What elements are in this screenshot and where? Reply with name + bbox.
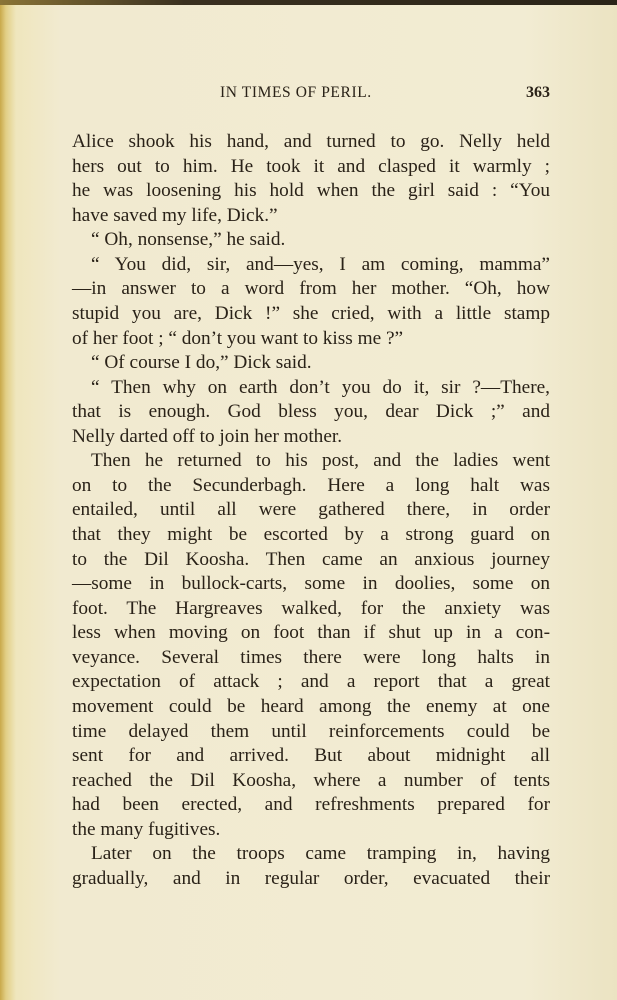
text-line: on to the Secunderbagh. Here a long halt was <box>72 474 550 496</box>
text-line: “ Oh, nonsense,” he said. <box>91 229 286 251</box>
text-line: reached the Dil Koosha, where a number of tents <box>72 769 550 791</box>
text-line: he was loosening his hold when the girl said : “You <box>72 180 550 202</box>
text-line: Then he returned to his post, and the ladies went <box>91 450 550 472</box>
page-top-edge <box>0 0 617 5</box>
text-line: movement could be heard among the enemy at one <box>72 695 550 717</box>
text-line: had been erected, and refreshments prepared for <box>72 794 550 816</box>
text-line: that is enough. God bless you, dear Dick ;” and <box>72 401 550 423</box>
body-text <box>72 130 550 891</box>
text-line: “ Then why on earth don’t you do it, sir ?—There, <box>91 376 550 398</box>
text-line: foot. The Hargreaves walked, for the anxiety was <box>72 597 550 619</box>
text-line: veyance. Several times there were long halts in <box>72 646 550 668</box>
text-line: of her foot ; “ don’t you want to kiss me ?” <box>72 327 404 349</box>
text-line: Alice shook his hand, and turned to go. Nelly held <box>72 131 550 152</box>
text-line: less when moving on foot than if shut up in a con- <box>72 622 550 644</box>
text-line: Nelly darted off to join her mother. <box>72 425 343 447</box>
text-line: Later on the troops came tramping in, having <box>91 843 550 865</box>
text-line: the many fugitives. <box>72 818 221 840</box>
text-line: hers out to him. He took it and clasped it warmly ; <box>72 155 550 177</box>
text-line: entailed, until all were gathered there, in order <box>72 499 550 521</box>
text-line: expectation of attack ; and a report that a great <box>72 671 550 693</box>
text-line: that they might be escorted by a strong guard on <box>72 524 550 545</box>
page-number: 363 <box>526 84 550 101</box>
page-header <box>72 84 550 108</box>
text-line: stupid you are, Dick !” she cried, with a little stamp <box>72 302 550 324</box>
text-line: gradually, and in regular order, evacuated their <box>72 867 550 889</box>
text-line: —some in bullock-carts, some in doolies, some on <box>72 573 550 595</box>
text-line: have saved my life, Dick.” <box>72 204 278 226</box>
text-line: to the Dil Koosha. Then came an anxious journey <box>72 548 550 570</box>
text-line: time delayed them until reinforcements could be <box>72 720 550 742</box>
text-line: sent for and arrived. But about midnight all <box>72 745 550 767</box>
text-line: —in answer to a word from her mother. “Oh, how <box>72 278 550 300</box>
text-line: “ Of course I do,” Dick said. <box>91 352 312 374</box>
text-line: “ You did, sir, and—yes, I am coming, mamma” <box>91 253 550 275</box>
running-title: IN TIMES OF PERIL. <box>220 84 372 101</box>
